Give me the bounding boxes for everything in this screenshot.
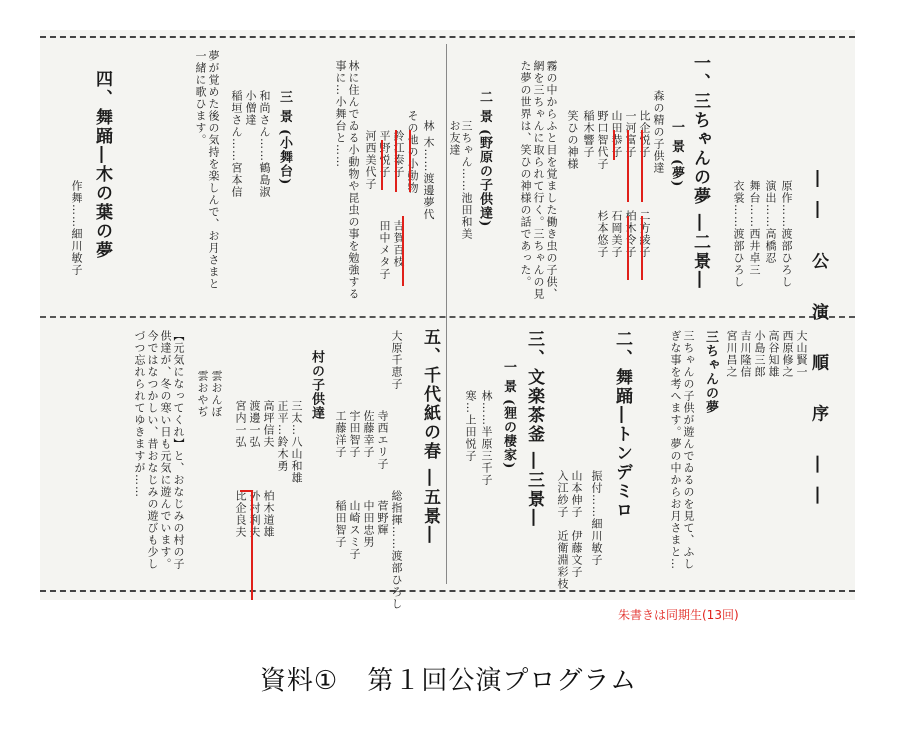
p1b-prose2: 林に住んでゐる小動物や昆虫の事を勉強する事に…小舞台と…… [334, 60, 360, 300]
rb-cast-4: 吉川隆信 [739, 330, 752, 378]
dashed-midline [40, 316, 855, 318]
p1b-cast2-5: 田中メタ子 [378, 220, 391, 280]
p5-cast2-3: 山崎スミ子 [348, 500, 361, 560]
p5-cast-0: 大原千恵子 [390, 330, 403, 390]
p1-cast2-3: 杉本悠子 [596, 210, 609, 258]
p1-cast-4: 野口智代子 [596, 110, 609, 170]
p1b-cast2-1: 鈴江泰子 [392, 130, 405, 178]
credit-2: 演出……高橋忍 [764, 180, 777, 264]
p5-cast-1: 寺西エリ子 [376, 410, 389, 470]
p1b-cast-1: お友達 [448, 120, 461, 156]
p2-cast-3: 近衛淵彩枝 [556, 530, 569, 590]
p5-vcast2-2: 比企良夫 [234, 490, 247, 538]
part5-title: 五、千代紙の春 ―五景― [420, 328, 440, 545]
p4-prose: 夢が覚めた後の気持を楽しんで、お月さまと一緒に歌ひます。 [194, 50, 220, 290]
red-mark [613, 130, 615, 160]
p1-cast-1: 比企悦子 [638, 110, 651, 158]
p5-cast2-1: 菅野輝 [376, 500, 389, 536]
credit-3: 舞台……西井卓三 [748, 180, 761, 276]
red-mark [627, 130, 629, 202]
part1-scene1: 一 景 (夢) [669, 120, 684, 188]
part3-title: 三、文楽茶釜 ―三景― [524, 330, 544, 528]
p1-cast2-2: 石岡美子 [610, 210, 623, 258]
p5-vcast-4: 宮内一弘 [234, 400, 247, 448]
p5-vcast-1: 正平…鈴木勇 [276, 400, 289, 472]
p1b-cast-0: 三ちゃん……池田和美 [460, 120, 473, 240]
p5-cast-3: 宇田智子 [348, 410, 361, 458]
part2-title: 二、舞踊―トンデミロ [612, 330, 632, 520]
rb-cast-1: 西原修之 [781, 330, 794, 378]
part4-title: 四、舞踊―木の葉の夢 [92, 70, 112, 260]
dashed-border-bottom [40, 590, 855, 592]
p5-vcast2-1: 外村利夫 [248, 490, 261, 538]
red-mark [641, 130, 643, 202]
p5-cast2-4: 稲田智子 [334, 500, 347, 548]
annotation-note: 朱書きは同期生(13回) [618, 608, 739, 622]
red-mark [381, 140, 383, 190]
p5-cast2-0: 総指揮……渡部ひろし [390, 490, 403, 610]
red-mark [627, 216, 629, 280]
red-mark [240, 490, 252, 492]
column-divider [446, 44, 447, 584]
side-title: ―― 公 演 順 序 ―― [808, 170, 828, 518]
p2-author: 振付……細川敏子 [590, 470, 603, 566]
p1b-scene2: 二 景 (野原の子供達) [477, 90, 492, 228]
red-mark [641, 216, 643, 280]
p3-cast-0: 林……半原三千子 [480, 390, 493, 486]
p5-prose: 【元気になってくれ】と、おなじみの村の子供達が、冬の寒い日も元気に遊んでいます。今ではなつかしい、昔おなじみの遊びも少しづつ忘れられてゆきますが…… [133, 330, 185, 570]
p2-cast-0: 山本伸子 [570, 470, 583, 518]
p5-cast2-2: 中田忠男 [362, 500, 375, 548]
credit-1: 原作……渡部ひろし [780, 180, 793, 288]
p3-scene: 一 景 (狸の棲家) [501, 360, 516, 470]
p5-other-1: 雲おやぢ [196, 370, 209, 418]
p5-cast-2: 佐藤幸子 [362, 410, 375, 458]
page-caption [0, 660, 897, 697]
p1b-cast2-3: 河西美代子 [364, 130, 377, 190]
p1-prose: 霧の中からふと目を覚ました働き虫の子供、網を三ちゃんに取られて行く。三ちゃんの見た夢の世界は、笑ひの神様の話であった。 [519, 60, 558, 300]
p1b-cast2-head: 林 木……渡邊夢代 [422, 120, 435, 221]
p1b-cast2-4: 吉賀百枝 [392, 220, 405, 268]
p5-vcast-2: 高坪信夫 [262, 400, 275, 448]
rb-cast-0: 大山賢一 [795, 330, 808, 378]
p4-cast-1: 小僧達 [244, 90, 257, 126]
caption-label: 資料① [259, 666, 339, 696]
p1b-cast2-2: 平野悦子 [378, 130, 391, 178]
p5-village: 村の子供達 [309, 350, 324, 420]
p3-cast-1: 寒…上田悦子 [464, 390, 477, 462]
part1-title: 一、三ちゃんの夢 ―二景― [690, 54, 710, 290]
p2-cast-1: 入江紗子 [556, 470, 569, 518]
p4-scene3: 三 景 (小舞台) [277, 90, 292, 186]
p4-cast-0: 和尚さん……鶴島淑 [258, 90, 271, 198]
program-scan [40, 30, 855, 610]
red-mark [251, 490, 253, 600]
red-mark [409, 130, 411, 192]
p1-cast2-0: 二方綾子 [638, 210, 651, 258]
p5-vcast-3: 渡邊一弘 [248, 400, 261, 448]
p1-cast-2: 一河富子 [624, 110, 637, 158]
rb-cast-5: 宮川昌之 [725, 330, 738, 378]
p1-cast2-1: 柏木令子 [624, 210, 637, 258]
credit-4: 衣裳……渡部ひろし [732, 180, 745, 288]
p2-cast-2: 伊藤文子 [570, 530, 583, 578]
p5-cast-4: 工藤洋子 [334, 410, 347, 458]
rb-cast-2: 高谷知雄 [767, 330, 780, 378]
p4-author: 作舞……細川敏子 [70, 180, 83, 276]
p1-cast-0: 森の精の子供達 [652, 90, 665, 174]
dashed-border-top [40, 36, 855, 38]
p5-vcast-0: 三太…八山和雄 [290, 400, 303, 484]
p5-vcast2-0: 柏木道雄 [262, 490, 275, 538]
p5-other-0: 雲おんぼ [210, 370, 223, 418]
p4-cast-2: 稲垣さん……宮本信 [230, 90, 243, 198]
rb-lead: 三ちゃんの夢 [703, 330, 718, 414]
red-mark [395, 130, 397, 192]
caption-title: 第１回公演プログラム [367, 666, 638, 696]
red-mark [402, 216, 404, 286]
rb-prose: 三ちゃんの子供が遊んでゐるのを見て、ふしぎな事を考へます。夢の中からお月さまと… [669, 330, 695, 570]
p1-cast-5: 稲木響子 [582, 110, 595, 158]
p1-cast-3: 山田恭子 [610, 110, 623, 158]
rb-cast-3: 小島三郎 [753, 330, 766, 378]
p1b-cast2-0: その他の小動物 [406, 110, 419, 194]
p1-extra: 笑ひの神様 [566, 110, 579, 170]
